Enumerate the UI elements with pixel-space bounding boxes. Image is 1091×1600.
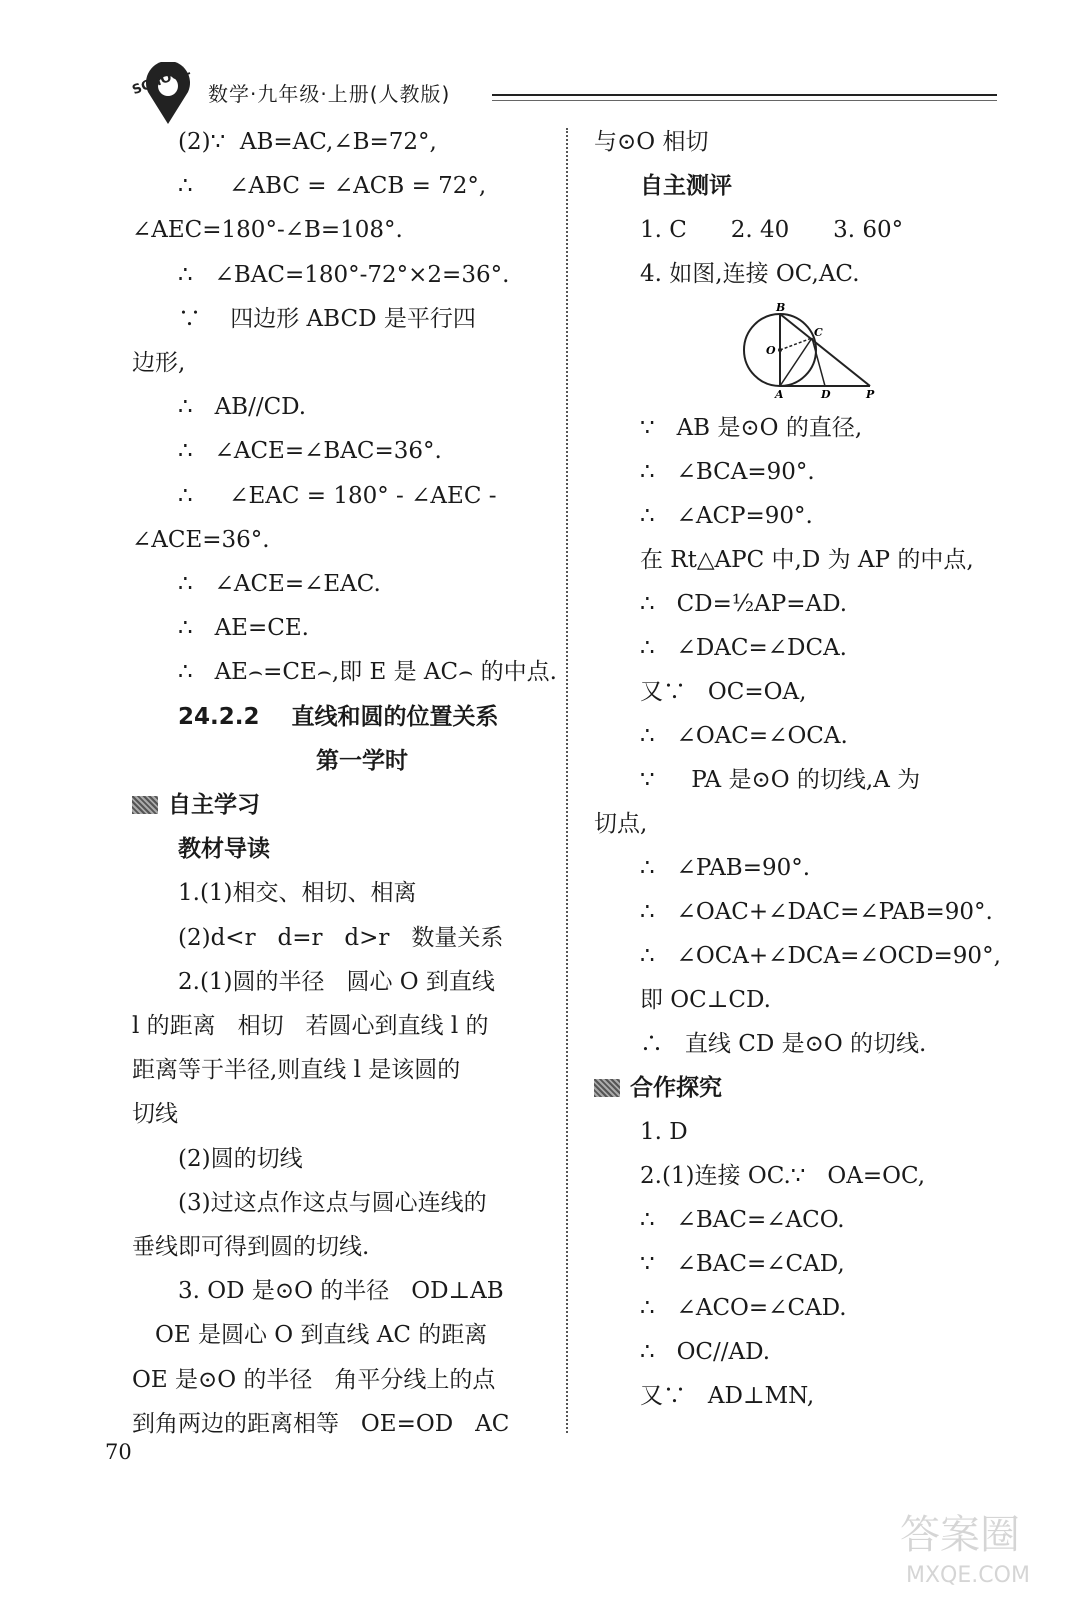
- text-content: 垂线即可得到圆的切线.: [132, 1234, 370, 1260]
- text-content: 边形,: [132, 350, 186, 376]
- text-line: [178, 966, 495, 998]
- text-line: [178, 877, 417, 909]
- watermark-url: MXQE.COM: [906, 1563, 1030, 1588]
- text-content: ∴ ∠DAC=∠DCA.: [640, 635, 847, 661]
- text-content: ∵ 四边形 ABCD 是平行四: [178, 305, 476, 332]
- text-content: ∵ PA 是⊙O 的切线,A 为: [640, 767, 921, 793]
- text-content: ∴ ∠ACO=∠CAD.: [640, 1295, 847, 1321]
- text-line: [178, 568, 381, 600]
- page-number: 70: [105, 1440, 132, 1464]
- text-content: ∴ ∠OAC=∠OCA.: [640, 723, 848, 749]
- section-mark-icon: [594, 1079, 620, 1097]
- text-line: [640, 720, 848, 752]
- header-rule-thin: [492, 100, 997, 101]
- section-mark-icon: [132, 796, 158, 814]
- school-logo-icon: [130, 62, 206, 126]
- text-line: [178, 1143, 303, 1175]
- text-line: [640, 852, 810, 884]
- text-line: [640, 1160, 925, 1192]
- text-content: 教材导读: [178, 836, 270, 863]
- text-line: [640, 1292, 847, 1324]
- text-line: [132, 214, 403, 246]
- text-line: [640, 632, 847, 664]
- text-line: [640, 764, 920, 796]
- header-title: 数学·九年级·上册(人教版): [208, 82, 451, 106]
- section-heading: [132, 789, 260, 821]
- text-content: 到角两边的距离相等 OE=OD AC: [132, 1410, 510, 1437]
- label-b: B: [776, 301, 786, 314]
- text-line: [640, 500, 813, 532]
- text-line: [132, 1054, 460, 1086]
- text-line: [132, 1364, 495, 1396]
- text-content: ∴ ∠BAC=180°-72°×2=36°.: [178, 261, 510, 288]
- text-line: [178, 259, 509, 291]
- text-content: ∴ AE⌢=CE⌢,即 E 是 AC⌢ 的中点.: [178, 659, 557, 686]
- text-content: ∴ ∠ACP=90°.: [640, 503, 813, 529]
- text-line: [640, 1116, 688, 1148]
- label-a: A: [775, 388, 784, 400]
- text-content: (3)过这点作这点与圆心连线的: [178, 1189, 487, 1216]
- text-content: 又∵ AD⊥MN,: [640, 1383, 815, 1409]
- label-o: O: [766, 344, 776, 357]
- text-content: 1.(1)相交、相切、相离: [178, 880, 417, 907]
- text-content: ∴ ∠ACE=∠EAC.: [178, 571, 381, 597]
- text-line: [594, 808, 647, 840]
- text-content: (2)∵ AB=AC,∠B=72°,: [178, 129, 437, 155]
- text-line: [640, 258, 860, 290]
- text-line: [178, 170, 486, 202]
- label-p: P: [866, 388, 875, 400]
- text-content: (2)圆的切线: [178, 1145, 303, 1172]
- text-line: [640, 1336, 770, 1368]
- text-content: ∴ AE=CE.: [178, 615, 309, 642]
- text-content: OE 是⊙O 的半径 角平分线上的点: [132, 1366, 496, 1393]
- text-line: [640, 896, 993, 928]
- text-line: [178, 701, 499, 733]
- text-content: ∴ ∠EAC = 180° - ∠AEC -: [178, 482, 497, 509]
- text-content: ∴ ∠ACE=∠BAC=36°.: [178, 438, 442, 465]
- text-content: (2)d<r d=r d>r 数量关系: [178, 924, 504, 951]
- column-divider: [566, 128, 568, 1433]
- label-d: D: [821, 388, 831, 400]
- text-content: 24.2.2 直线和圆的位置关系: [178, 703, 499, 730]
- text-line: [132, 524, 270, 556]
- text-content: 1. D: [640, 1119, 688, 1145]
- section-heading: [594, 1072, 722, 1104]
- text-content: 距离等于半径,则直线 l 是该圆的: [132, 1057, 461, 1084]
- text-line: [640, 588, 847, 620]
- text-content: ∠AEC=180°-∠B=108°.: [132, 217, 403, 244]
- text-line: [132, 1231, 369, 1263]
- text-content: ∠ACE=36°.: [132, 526, 270, 553]
- text-line: [178, 1187, 487, 1219]
- text-content: l 的距离 相切 若圆心到直线 l 的: [132, 1013, 489, 1039]
- text-content: ∵ ∠BAC=∠CAD,: [640, 1251, 845, 1277]
- page-header: [120, 60, 1000, 130]
- text-line: [640, 544, 974, 576]
- text-line: [640, 940, 1001, 972]
- text-line: [178, 303, 476, 335]
- text-content: 又∵ OC=OA,: [640, 679, 807, 705]
- text-content: OE 是圆心 O 到直线 AC 的距离: [155, 1322, 488, 1349]
- text-line: [178, 612, 309, 644]
- text-line: [640, 456, 815, 488]
- text-content: ∴ ∠PAB=90°.: [640, 855, 811, 881]
- text-line: [155, 1319, 487, 1351]
- text-line: [640, 984, 771, 1016]
- text-content: 1. C 2. 40 3. 60°: [640, 217, 904, 243]
- text-content: 合作探究: [630, 1075, 722, 1101]
- text-line: [640, 1380, 814, 1412]
- text-content: 3. OD 是⊙O 的半径 OD⊥AB: [178, 1278, 504, 1305]
- text-content: ∴ ∠ABC = ∠ACB = 72°,: [178, 173, 487, 200]
- text-content: 2.(1)圆的半径 圆心 O 到直线: [178, 968, 495, 995]
- text-line: [640, 1204, 845, 1236]
- logo-text: SCHOOL: [130, 63, 193, 99]
- text-line: [132, 1010, 489, 1042]
- text-content: 在 Rt△APC 中,D 为 AP 的中点,: [640, 547, 974, 573]
- text-line: [178, 833, 270, 865]
- text-content: 自主测评: [640, 173, 732, 199]
- watermark-text: 答案圈: [900, 1512, 1020, 1558]
- text-content: 切线: [132, 1101, 178, 1128]
- text-content: ∴ ∠OAC+∠DAC=∠PAB=90°.: [640, 899, 993, 925]
- text-line: [178, 435, 442, 467]
- text-line: [178, 1275, 504, 1307]
- text-line: [178, 656, 557, 688]
- text-content: 与⊙O 相切: [594, 129, 709, 155]
- text-line: [178, 126, 437, 158]
- watermark-logo: [896, 1500, 1056, 1590]
- text-content: ∵ AB 是⊙O 的直径,: [640, 415, 863, 441]
- text-content: ∴ ∠OCA+∠DCA=∠OCD=90°,: [640, 943, 1001, 969]
- text-content: 切点,: [594, 811, 648, 837]
- text-line: [178, 391, 306, 423]
- circle-tangent-figure: [740, 300, 890, 400]
- text-content: ∴ AB//CD.: [178, 394, 307, 421]
- text-content: ∴ 直线 CD 是⊙O 的切线.: [640, 1031, 927, 1057]
- text-line: [640, 1248, 845, 1280]
- header-rule: [492, 94, 997, 96]
- text-content: ∴ ∠BAC=∠ACO.: [640, 1207, 845, 1233]
- text-content: ∴ CD=½AP=AD.: [640, 591, 848, 617]
- text-line: [132, 1408, 509, 1440]
- text-line: [132, 1098, 178, 1130]
- text-line: [640, 676, 806, 708]
- text-line: [178, 480, 497, 512]
- text-content: 自主学习: [168, 792, 260, 818]
- text-content: ∴ ∠BCA=90°.: [640, 459, 815, 485]
- text-line: [178, 922, 503, 954]
- text-line: [594, 126, 708, 158]
- text-content: 即 OC⊥CD.: [640, 987, 771, 1013]
- text-line: [640, 1028, 926, 1060]
- text-line: [316, 745, 408, 777]
- label-c: C: [814, 326, 823, 339]
- text-line: [132, 347, 185, 379]
- text-content: 2.(1)连接 OC.∵ OA=OC,: [640, 1163, 926, 1189]
- text-line: [640, 170, 732, 202]
- text-content: 4. 如图,连接 OC,AC.: [640, 261, 860, 287]
- text-line: [640, 214, 903, 246]
- text-line: [640, 412, 862, 444]
- text-content: 第一学时: [316, 747, 408, 774]
- text-content: ∴ OC//AD.: [640, 1339, 771, 1365]
